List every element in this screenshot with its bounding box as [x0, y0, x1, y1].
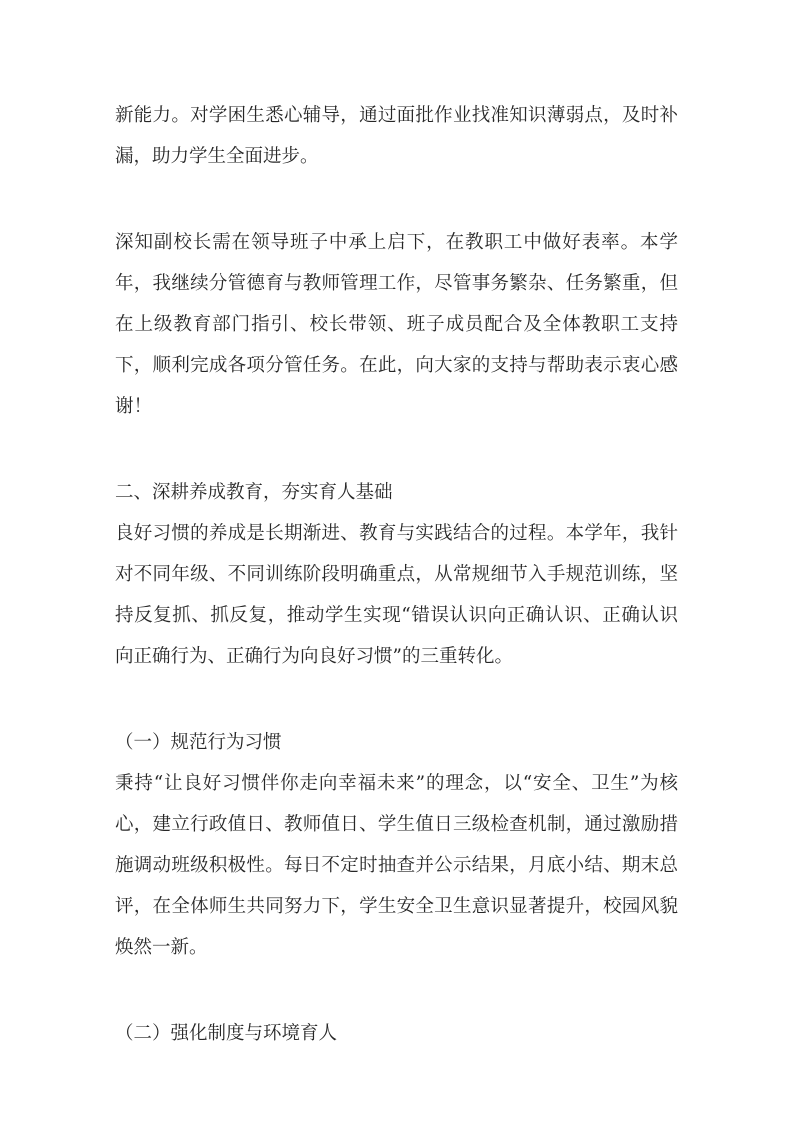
body-paragraph-thanks: 深知副校长需在领导班子中承上启下，在教职工中做好表率。本学年，我继续分管德育与教师管理工作，尽管事务繁杂、任务繁重，但在上级教育部门指引、校长带领、班子成员配合及全体教职工支持下，顺利完成各项分管任务。在此，向大家的支持与帮助表示衷心感谢！	[115, 232, 678, 417]
section-heading-2: 二、深耕养成教育，夯实育人基础	[115, 482, 393, 503]
body-paragraph-behavior-norms: 秉持“让良好习惯伴你走向幸福未来”的理念，以“安全、卫生”为核心，建立行政值日、教师值日、学生值日三级检查机制，通过激励措施调动班级积极性。每日不定时抽查并公示结果，月底小结、期末总评，在全体师生共同努力下，学生安全卫生意识显著提升，校园风貌焕然一新。	[115, 773, 678, 958]
body-paragraph-habit-formation: 良好习惯的养成是长期渐进、教育与实践结合的过程。本学年，我针对不同年级、不同训练阶段明确重点，从常规细节入手规范训练，坚持反复抓、抓反复，推动学生实现“错误认识向正确认识、正确认识向正确行为、正确行为向良好习惯”的三重转化。	[115, 523, 678, 667]
body-paragraph-continued: 新能力。对学困生悉心辅导，通过面批作业找准知识薄弱点，及时补漏，助力学生全面进步。	[115, 105, 678, 167]
subsection-heading-2-2: （二）强化制度与环境育人	[115, 1023, 338, 1044]
subsection-heading-2-1: （一）规范行为习惯	[115, 732, 282, 753]
